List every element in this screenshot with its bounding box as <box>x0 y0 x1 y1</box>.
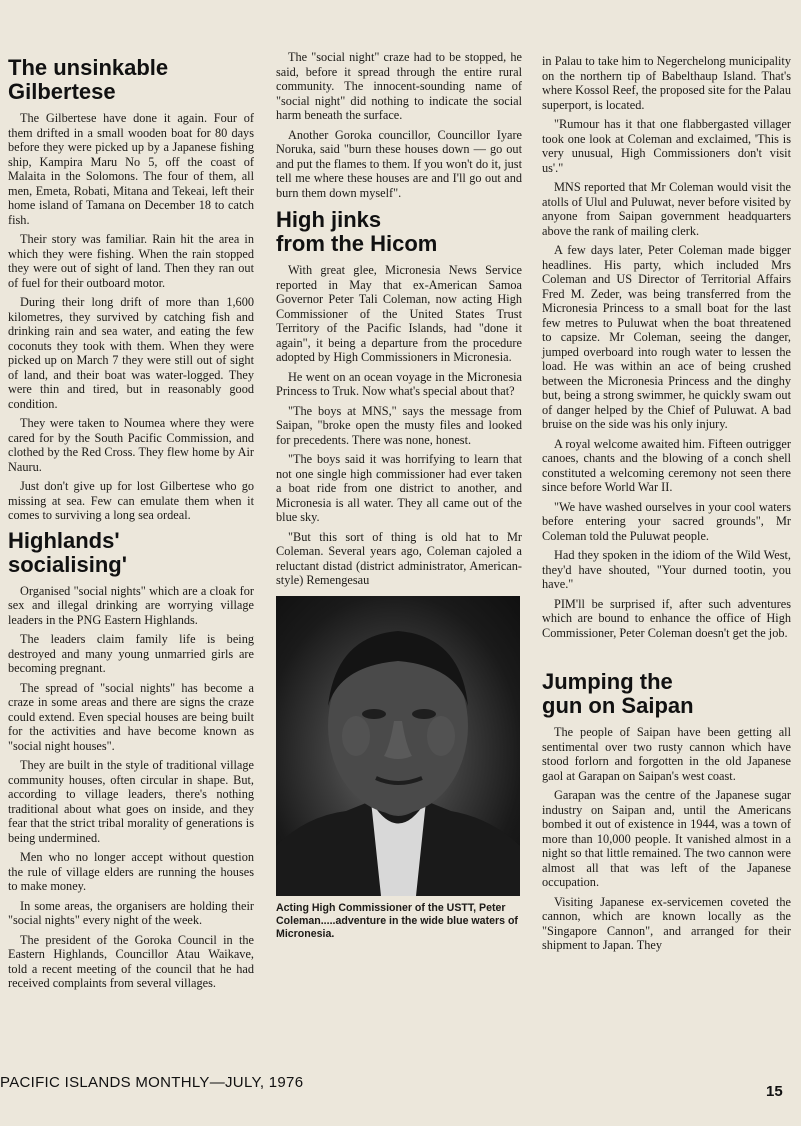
paragraph: During their long drift of more than 1,600 kilometres, they survived by catching fish and drinking rain and sea water, and eating the few coconuts they took with them. When they were picked up on March 7 they were still out of sight of land, and their boat was water-logged. They were thin and tired, but in reasonably good condition. <box>8 295 254 411</box>
paragraph: They are built in the style of traditional village community houses, often circular in shape. But, according to village leaders, there's nothing traditional about what goes on inside, and they fear that the strict tribal morality of generations is being undermined. <box>8 758 254 845</box>
paragraph: "But this sort of thing is old hat to Mr Coleman. Several years ago, Coleman cajoled a reluctant distad (district administrator, American-style) Remengesau <box>276 529 522 587</box>
headline-highlands <box>8 529 254 577</box>
headline-line: High jinks <box>276 207 382 232</box>
headline-gilbertese <box>8 56 254 104</box>
paragraph: They were taken to Noumea where they were cared for by the South Pacific Commission, and clothed by the Red Cross. They flew home by Air Nauru. <box>8 416 254 474</box>
publication-footer: PACIFIC ISLANDS MONTHLY—JULY, 1976 <box>0 1074 304 1091</box>
article-hicom <box>276 208 522 941</box>
headline-line: Highlands' <box>8 527 120 553</box>
headline-line: from the Hicom <box>276 231 438 256</box>
paragraph: Garapan was the centre of the Japanese sugar industry on Saipan and, until the Americans bombed it out of existence in 1944, was a town of more than 10,000 people. It vanished almost in a night so that little remained. The two cannon were almost all that was left of the Japanese occupation. <box>542 788 791 889</box>
article-highlands <box>8 529 254 991</box>
paragraph: The "social night" craze had to be stopped, he said, before it spread through the entire rural community. The innocent-sounding name of "social night" did nothing to indicate the social harm beneath the surface. <box>276 50 522 122</box>
paragraph: Men who no longer accept without question the rule of village elders are running the houses to make money. <box>8 850 254 893</box>
headline-hicom <box>276 208 522 256</box>
article-highlands-continued <box>276 50 522 200</box>
paragraph: Had they spoken in the idiom of the Wild West, they'd have shouted, "Your durned tootin, you have." <box>542 548 791 591</box>
column-1 <box>8 50 254 997</box>
article-gilbertese <box>8 56 254 523</box>
paragraph: The Gilbertese have done it again. Four of them drifted in a small wooden boat for 80 days before they were picked up by a Japanese fishing ship, Kampira Maru No 5, off the coast of Malaita in the Solomons. The four of them, all men, Emeta, Robati, Mitana and Tekeai, left their home island of Tamana on December 18 to catch fish. <box>8 111 254 227</box>
portrait-illustration <box>276 596 520 896</box>
paragraph: Their story was familiar. Rain hit the area in which they were fishing. When the rain stopped they were out of sight of land. Then they ran out of fuel for their outboard motor. <box>8 232 254 290</box>
paragraph: The leaders claim family life is being destroyed and many young unmarried girls are becoming pregnant. <box>8 632 254 675</box>
paragraph: A royal welcome awaited him. Fifteen outrigger canoes, chants and the blowing of a conch shell constituted a welcoming ceremony not seen there since before World War II. <box>542 436 791 494</box>
headline-line: Gilbertese <box>8 79 116 104</box>
paragraph: The people of Saipan have been getting all sentimental over two rusty cannon which have stood forlorn and forgotten in the old Japanese gaol at Garapan on Saipan's west coast. <box>542 725 791 783</box>
article-saipan <box>542 670 791 953</box>
column-3 <box>542 54 791 959</box>
paragraph: Visiting Japanese ex-servicemen coveted the cannon, which are known locally as the "Singapore Cannon", and arranged for their shipment to Japan. They <box>542 894 791 952</box>
paragraph: The spread of "social nights" has become a craze in some areas and there are signs the craze could extend. Even special houses are being built for the activities and have become known as "social night houses". <box>8 680 254 753</box>
paragraph: Just don't give up for lost Gilbertese who go missing at sea. Few can emulate them when it comes to surviving a long sea ordeal. <box>8 479 254 522</box>
photo-caption: Acting High Commissioner of the USTT, Peter Coleman.....adventure in the wide blue waters of Micronesia. <box>276 901 518 940</box>
paragraph: A few days later, Peter Coleman made bigger headlines. His party, which included Mrs Coleman and US Director of Territorial Affairs Fred M. Zeder, was being transferred from the Micronesia Princess to a small boat for the last few metres to Puluwat when the boat threatened to capsize. Mr Coleman, seeing the danger, jumped overboard into rough water to lessen the load. He was within an ace of being crushed between the Micronesia Princess and the dinghy but, being a strong swimmer, he quickly swam out of danger helped by the Chief of Puluwat. A bad bruise on the side was his only injury. <box>542 243 791 431</box>
paragraph: PIM'll be surprised if, after such adventures which are bound to enhance the office of High Commissioner, Peter Coleman doesn't get the job. <box>542 596 791 640</box>
headline-line: socialising' <box>8 551 127 577</box>
paragraph: Another Goroka councillor, Councillor Iyare Noruka, said "burn these houses down — go out and put the flames to them. If you won't do it, just tell me where these houses are and I'll go out and burn them down myself". <box>276 127 522 200</box>
paragraph: "The boys at MNS," says the message from Saipan, "broke open the musty files and looked for precedents. There was none, honest. <box>276 403 522 447</box>
paragraph: The president of the Goroka Council in the Eastern Highlands, Councillor Atau Waikave, told a recent meeting of the council that he had received complaints from several villages. <box>8 932 254 990</box>
paragraph: "The boys said it was horrifying to learn that not one single high commissioner had ever taken a boat ride from one district to another, and Micronesia is all water. They all came out of the blue sky. <box>276 452 522 524</box>
headline-saipan <box>542 670 791 718</box>
paragraph: MNS reported that Mr Coleman would visit the atolls of Ulul and Puluwat, never before visited by anyone from Saipan government headquarters above the rank of mailing clerk. <box>542 180 791 238</box>
headline-line: The unsinkable <box>8 55 169 80</box>
headline-line: Jumping the <box>542 669 673 694</box>
article-hicom-continued <box>542 54 791 640</box>
paragraph: Organised "social nights" which are a cloak for sex and illegal drinking are worrying village leaders in the PNG Eastern Highlands. <box>8 583 254 627</box>
headline-line: gun on Saipan <box>542 693 694 718</box>
portrait-photo <box>276 596 520 896</box>
page-number: 15 <box>766 1083 783 1100</box>
paragraph: in Palau to take him to Negerchelong municipality on the northern tip of Babelthaup Island. That's where Kossol Reef, the proposed site for the Palau superport, is located. <box>542 54 791 112</box>
paragraph: He went on an ocean voyage in the Micronesia Princess to Truk. Now what's special about that? <box>276 369 522 398</box>
paragraph: With great glee, Micronesia News Service reported in May that ex-American Samoa Governor Peter Tali Coleman, now acting High Commissioner of the United States Trust Territory of the Pacific Islands, had "done it again", it being a departure from the procedure adopted by High Commissioners in Micronesia. <box>276 263 522 364</box>
paragraph: "We have washed ourselves in your cool waters before entering your sacred grounds", Mr Coleman told the Puluwat people. <box>542 499 791 543</box>
paragraph: "Rumour has it that one flabbergasted villager took one look at Coleman and exclaimed, 'This is very unusual, High Commissioners don't visit us'." <box>542 117 791 175</box>
paragraph: In some areas, the organisers are holding their "social nights" every night of the week. <box>8 898 254 927</box>
column-2 <box>276 50 522 947</box>
